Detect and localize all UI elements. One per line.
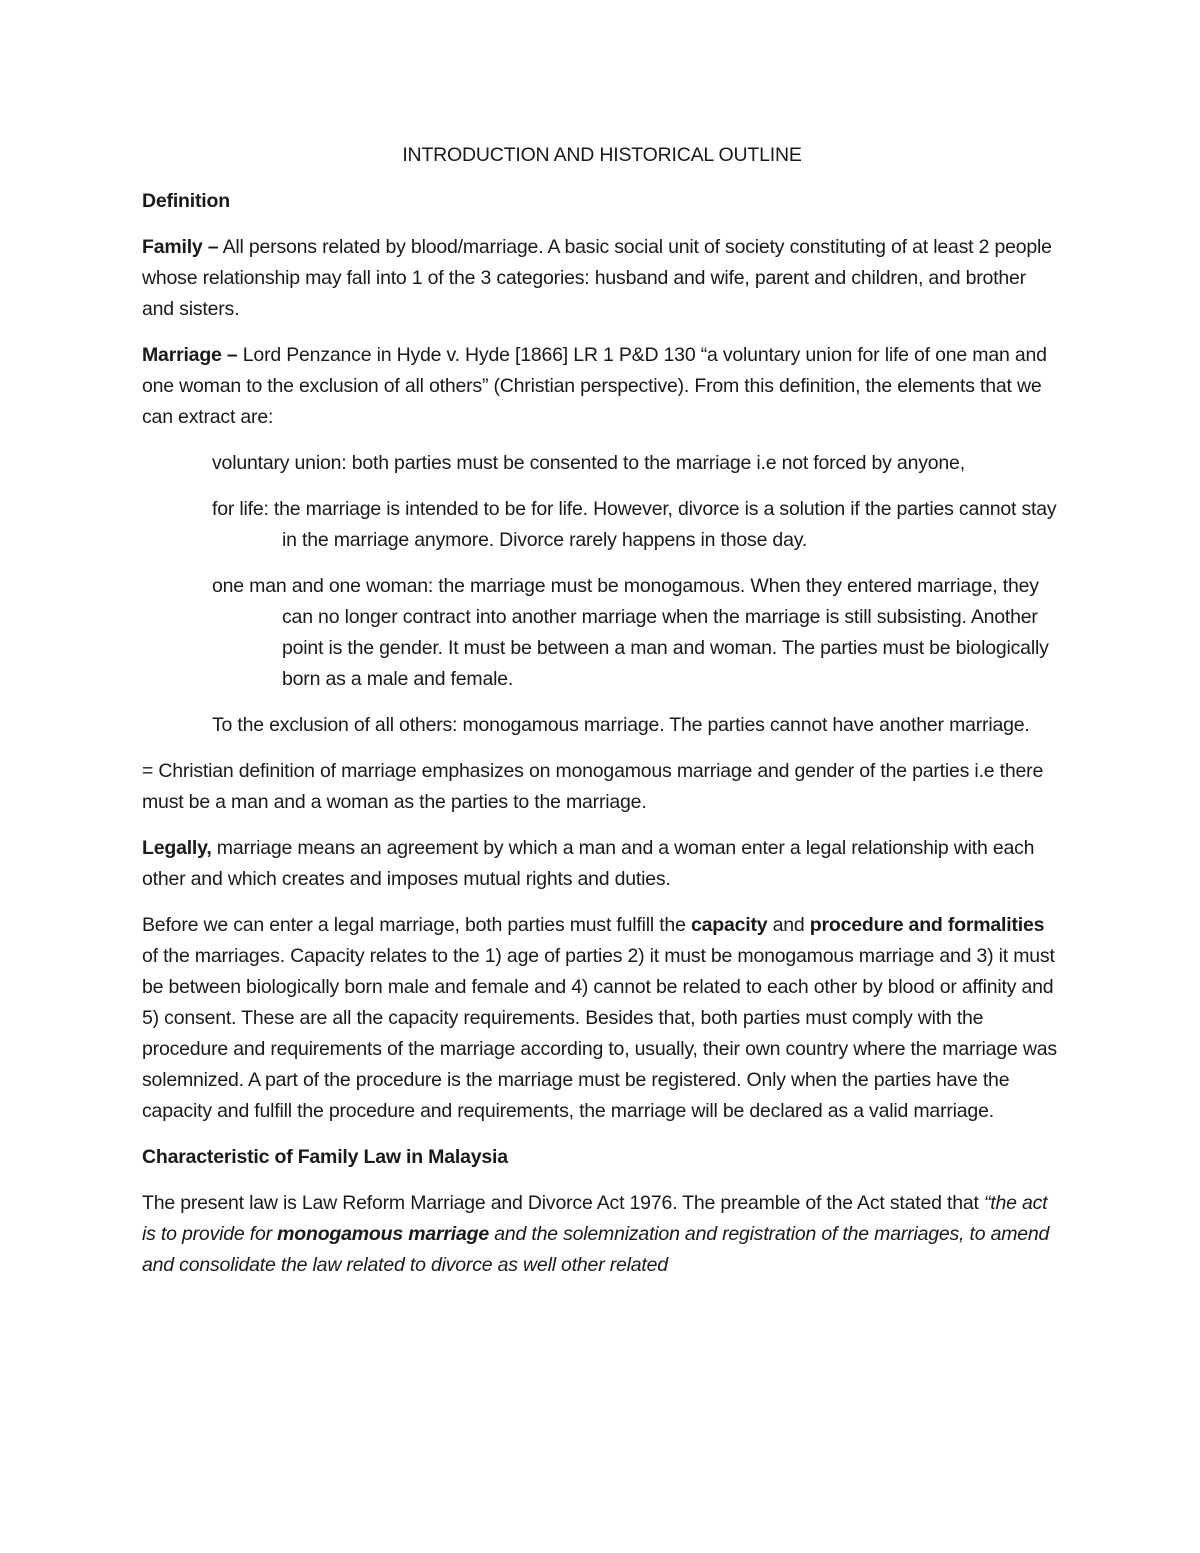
heading-characteristic: Characteristic of Family Law in Malaysia — [142, 1146, 508, 1168]
capacity-text-3: of the marriages. Capacity relates to the 1) age of parties 2) it must be monogamous marriage and 3) it must be between biologically born male and female and 4) cannot be related to each other by blood or affinity and 5) consent. These are all the capacity requirements. Besides that, both parties must comply with the procedure and requirements of the marriage according to, usually, their own country where the marriage was solemnized. A part of the procedure is the marriage must be registered. Only when the parties have the capacity and fulfill the procedure and requirements, the marriage will be declared as a valid marriage. — [142, 945, 1057, 1122]
term-marriage: Marriage – — [142, 344, 238, 366]
marriage-definition-text: Lord Penzance in Hyde v. Hyde [1866] LR 1 P&D 130 “a voluntary union for life of one man and one woman to the exclusion of all others” (Christian perspective). From this definition, the elements that we can extract are: — [142, 344, 1047, 428]
capacity-term: capacity — [690, 914, 768, 936]
family-definition-text: All persons related by blood/marriage. A basic social unit of society constituting of at least 2 people whose relationship may fall into 1 of the 3 categories: husband and wife, parent and children, and brother and sisters. — [142, 236, 1052, 320]
document-body — [142, 140, 1062, 1296]
paragraph-marriage — [142, 340, 1062, 433]
element-item: for life: the marriage is intended to be for life. However, divorce is a solution if the parties cannot stay in the marriage anymore. Divorce rarely happens in those day. — [212, 498, 1057, 551]
procedure-term: procedure and formalities — [809, 914, 1045, 936]
element-item: To the exclusion of all others: monogamous marriage. The parties cannot have another marriage. — [212, 714, 1030, 736]
paragraph-present-law — [142, 1188, 1062, 1281]
present-law-text: The present law is Law Reform Marriage and Divorce Act 1976. The preamble of the Act stated that — [142, 1192, 984, 1214]
legally-text: marriage means an agreement by which a man and a woman enter a legal relationship with each other and which creates and imposes mutual rights and duties. — [142, 837, 1035, 890]
heading-definition: Definition — [142, 190, 230, 212]
term-family: Family – — [142, 236, 219, 258]
document-title: INTRODUCTION AND HISTORICAL OUTLINE — [402, 144, 802, 166]
element-item: one man and one woman: the marriage must be monogamous. When they entered marriage, they can no longer contract into another marriage when the marriage is still subsisting. Another point is the gender. It must be between a man and woman. The parties must be biologically born as a male and female. — [212, 575, 1049, 690]
term-legally: Legally, — [142, 837, 212, 859]
preamble-quote-1: “the act is to provide for — [142, 1192, 1048, 1245]
paragraph-capacity — [142, 910, 1062, 1127]
paragraph-legally — [142, 833, 1062, 895]
preamble-quote-2: and the solemnization and registration of the marriages, to amend and consolidate the law related to divorce as well other related — [142, 1223, 1050, 1276]
preamble-emphasis: monogamous marriage — [277, 1223, 489, 1245]
element-item: voluntary union: both parties must be consented to the marriage i.e not forced by anyone, — [212, 452, 965, 474]
capacity-text-1: Before we can enter a legal marriage, both parties must fulfill the — [142, 914, 691, 936]
paragraph-christian-summary: = Christian definition of marriage emphasizes on monogamous marriage and gender of the parties i.e there must be a man and a woman as the parties to the marriage. — [142, 760, 1044, 813]
paragraph-family — [142, 232, 1062, 325]
capacity-text-2: and — [767, 914, 810, 936]
